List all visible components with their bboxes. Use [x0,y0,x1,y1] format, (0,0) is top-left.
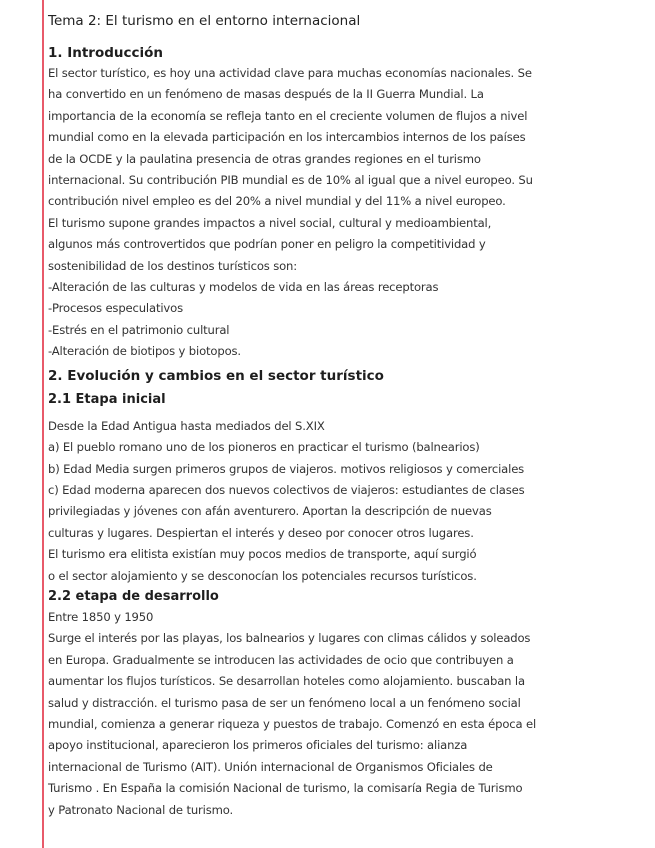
text-line: salud y distracción. el turismo pasa de ser un fenómeno local a un fenómeno social [48,695,521,710]
text-line: importancia de la economía se refleja tanto en el creciente volumen de flujos a nivel [48,108,528,123]
text-line: c) Edad moderna aparecen dos nuevos colectivos de viajeros: estudiantes de clases [48,482,525,497]
text-line: Surge el interés por las playas, los balnearios y lugares con climas cálidos y soleados [48,631,531,646]
list-item: -Procesos especulativos [48,301,183,316]
text-line: aumentar los flujos turísticos. Se desarrollan hoteles como alojamiento. buscaban la [48,674,525,689]
list-item: -Alteración de las culturas y modelos de vida en las áreas receptoras [48,280,439,295]
margin-line [42,0,44,848]
notes-page [48,12,648,821]
subsection-heading-etapa-desarrollo: 2.2 etapa de desarrollo [48,588,219,604]
section-heading-intro: 1. Introducción [48,45,164,61]
section-heading-evolucion: 2. Evolución y cambios en el sector turístico [48,367,384,384]
etapa-desarrollo-body [48,607,648,821]
intro-body [48,63,648,363]
text-line: internacional. Su contribución PIB mundial es de 10% al igual que a nivel europeo. Su [48,173,533,188]
text-line: culturas y lugares. Despiertan el interés y deseo por conocer otros lugares. [48,525,474,540]
text-line: mundial como en la elevada participación en los intercambios internos de los países [48,130,526,145]
text-line: privilegiadas y jóvenes con afán aventurero. Aportan la descripción de nuevas [48,504,492,519]
text-line: en Europa. Gradualmente se introducen las actividades de ocio que contribuyen a [48,652,514,667]
text-line: sostenibilidad de los destinos turísticos son: [48,258,298,273]
list-item: -Alteración de biotipos y biotopos. [48,344,241,359]
text-line: internacional de Turismo (AIT). Unión internacional de Organismos Oficiales de [48,759,493,774]
text-line: Desde la Edad Antigua hasta mediados del S.XIX [48,418,325,433]
text-line: o el sector alojamiento y se desconocían los potenciales recursos turísticos. [48,568,477,583]
text-line: apoyo institucional, aparecieron los primeros oficiales del turismo: alianza [48,738,468,753]
page-title: Tema 2: El turismo en el entorno internacional [48,13,361,29]
text-line: b) Edad Media surgen primeros grupos de viajeros. motivos religiosos y comerciales [48,461,525,476]
etapa-inicial-body [48,416,648,587]
text-line: y Patronato Nacional de turismo. [48,802,234,817]
text-line: algunos más controvertidos que podrían poner en peligro la competitividad y [48,237,486,252]
list-item: -Estrés en el patrimonio cultural [48,322,230,337]
text-line: Entre 1850 y 1950 [48,609,154,624]
text-line: de la OCDE y la paulatina presencia de otras grandes regiones en el turismo [48,151,481,166]
text-line: El turismo supone grandes impactos a nivel social, cultural y medioambiental, [48,215,492,230]
text-line: Turismo . En España la comisión Nacional de turismo, la comisaría Regia de Turismo [48,781,523,796]
text-line: El sector turístico, es hoy una actividad clave para muchas economías nacionales. Se [48,66,532,80]
text-line: a) El pueblo romano uno de los pioneros en practicar el turismo (balnearios) [48,440,480,455]
text-line: contribución nivel empleo es del 20% a nivel mundial y del 11% a nivel europeo. [48,194,506,209]
text-line: ha convertido en un fenómeno de masas después de la II Guerra Mundial. La [48,87,484,102]
text-line: mundial, comienza a generar riqueza y puestos de trabajo. Comenzó en esta época el [48,716,537,731]
text-line: El turismo era elitista existían muy pocos medios de transporte, aquí surgió [48,547,477,562]
subsection-heading-etapa-inicial: 2.1 Etapa inicial [48,391,166,407]
